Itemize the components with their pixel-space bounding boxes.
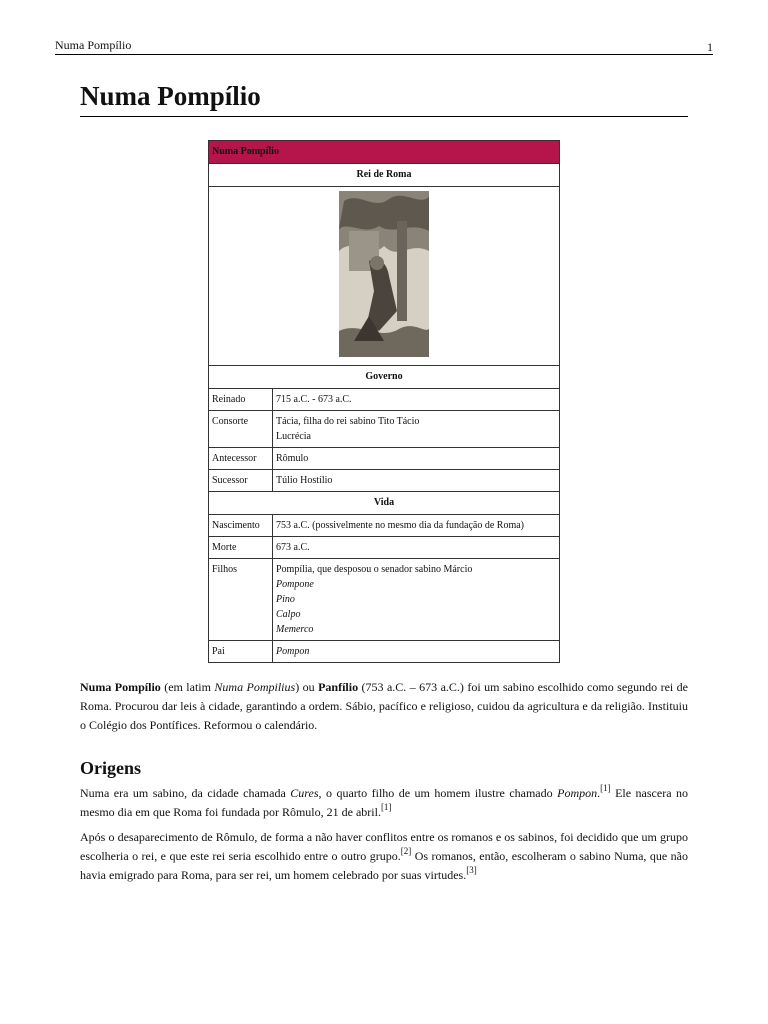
article-title: Numa Pompílio bbox=[80, 78, 688, 117]
origens-paragraph-2 bbox=[80, 828, 688, 885]
origens-text: Os romanos, então, escolheram o sabino Numa, que não havia emigrado para Roma, para ser rei, um homem celebrado por suas virtudes. bbox=[80, 849, 688, 882]
origens-paragraph-1: Numa era um sabino, da cidade chamada Cures, o quarto filho de um homem ilustre chamado Pompon.[1] Ele nascera no mesmo dia em que Roma foi fundada por Rômulo, 21 de abril.[1] bbox=[80, 783, 689, 819]
infobox-label-antecessor: Antecessor bbox=[209, 448, 273, 470]
intro-text: ) ou bbox=[295, 680, 319, 694]
filhos-line: Pompília, que desposou o senador sabino Márcio bbox=[276, 564, 473, 575]
infobox-label-nascimento: Nascimento bbox=[209, 515, 273, 537]
page-number: 1 bbox=[707, 40, 713, 54]
intro-alt-name: Panfílio bbox=[318, 680, 359, 694]
origens-text: Após o desaparecimento de Rômulo, de forma a não haver conflitos entre os romanos e os sabinos, foi decidido que um grupo escolheria o rei, e que este rei seria escolhido entre o outro grupo. bbox=[80, 830, 688, 863]
infobox bbox=[208, 140, 560, 663]
intro-paragraph bbox=[80, 678, 688, 735]
infobox-section-governo: Governo bbox=[209, 366, 560, 389]
intro-name: Numa Pompílio bbox=[80, 680, 161, 694]
origens-text: , o quarto filho de um homem ilustre chamado bbox=[318, 786, 558, 800]
infobox-label-pai: Pai bbox=[209, 641, 273, 663]
citation-link[interactable]: [2] bbox=[400, 846, 412, 856]
infobox-subtitle: Rei de Roma bbox=[209, 164, 560, 187]
filhos-italic-line: Calpo bbox=[276, 609, 301, 620]
section-heading-origens: Origens bbox=[80, 758, 141, 778]
citation-link[interactable]: [3] bbox=[466, 865, 477, 875]
infobox-title: Numa Pompílio bbox=[209, 141, 560, 164]
origens-cures: Cures bbox=[290, 786, 319, 800]
filhos-italic-line: Memerco bbox=[276, 624, 314, 635]
intro-text: (753 a.C. – 673 a.C.) foi um sabino escolhido como segundo rei de Roma. Procurou dar leis à cidade, garantindo a ordem. Sábio, pacífico e religioso, cuidou da agricultura e da religião. Instituiu o Colégio dos Pontífices. Reformou o calendário. bbox=[80, 680, 689, 732]
infobox-label-consorte: Consorte bbox=[209, 411, 273, 448]
origens-text: Numa era um sabino, da cidade chamada bbox=[80, 786, 291, 800]
citation-link[interactable]: [1] bbox=[380, 802, 392, 812]
intro-latin: Numa Pompilius bbox=[214, 680, 296, 694]
origens-pompon: Pompon bbox=[557, 786, 598, 800]
infobox-label-sucessor: Sucessor bbox=[209, 470, 273, 492]
infobox-value-morte: 673 a.C. bbox=[273, 537, 560, 559]
portrait-engraving bbox=[339, 191, 429, 357]
filhos-italic-line: Pompone bbox=[276, 579, 314, 590]
infobox-value-antecessor: Rômulo bbox=[273, 448, 560, 470]
running-header-title: Numa Pompílio bbox=[55, 38, 132, 52]
filhos-italic-line: Pino bbox=[276, 594, 295, 605]
intro-text: (em latim bbox=[160, 680, 215, 694]
origens-text: Ele nascera no mesmo dia em que Roma foi fundada por Rômulo, 21 de abril. bbox=[80, 786, 689, 819]
consorte-line: Lucrécia bbox=[276, 431, 311, 442]
infobox-value-consorte bbox=[273, 411, 560, 448]
infobox-value-filhos bbox=[273, 559, 560, 641]
infobox-image-cell bbox=[209, 187, 560, 366]
infobox-value-nascimento: 753 a.C. (possivelmente no mesmo dia da fundação de Roma) bbox=[273, 515, 560, 537]
infobox-label-reinado: Reinado bbox=[209, 389, 273, 411]
consorte-line: Tácia, filha do rei sabino Tito Tácio bbox=[276, 416, 420, 427]
running-header bbox=[55, 38, 713, 55]
infobox-value-pai: Pompon bbox=[273, 641, 560, 663]
infobox-value-sucessor: Túlio Hostílio bbox=[273, 470, 560, 492]
infobox-label-filhos: Filhos bbox=[209, 559, 273, 641]
citation-link[interactable]: [1] bbox=[600, 783, 611, 793]
infobox-section-vida: Vida bbox=[209, 492, 560, 515]
infobox-label-morte: Morte bbox=[209, 537, 273, 559]
infobox-value-reinado: 715 a.C. - 673 a.C. bbox=[273, 389, 560, 411]
